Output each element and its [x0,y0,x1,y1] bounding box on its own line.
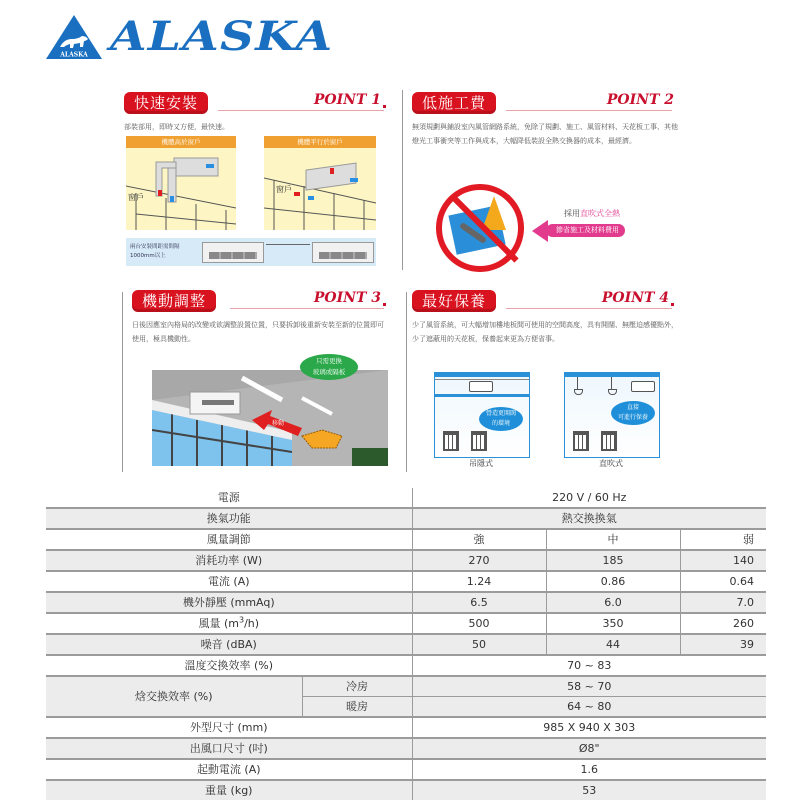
feature-title: 機動調整 [132,290,216,312]
svg-text:窗戶: 窗戶 [276,185,292,194]
spacing-strip [126,238,376,266]
relocation-illustration [152,370,388,466]
feature-title: 快速安裝 [124,92,208,114]
point-number: POINT 3 [314,290,386,306]
brand-logo [46,13,334,60]
spec-table [46,488,766,800]
spec-row-noise: 噪音 (dBA) 50 44 39 [46,634,766,655]
spec-row-static-pressure: 機外靜壓 (mmAq) 6.5 6.0 7.0 [46,592,766,613]
diagram-label: 吊隱式 [469,459,493,468]
feature-title: 低施工費 [412,92,496,114]
spacing-note: 兩台安裝間距需間隔 1000mm以上 [130,244,180,259]
install-illustration-high [126,148,236,230]
direct-blow-callout: 採用直吹式全熱 [564,209,620,218]
feature-description: 少了風管系統，可大幅增加樓地板間可使用的空間高度，具有開闊、無壓迫感優點外，少了遮蔽用的天花板，保養起來更為方便省事。 [412,321,678,343]
title-underline [218,110,384,111]
spec-row-enthalpy-cooling: 焓交換效率 (%) 冷房 58 ~ 70 [46,676,766,697]
diagram-label: 直吹式 [599,459,623,468]
title-underline [506,308,672,309]
sub-header: 機體平行於窗戶 [264,136,376,148]
svg-text:窗戶: 窗戶 [128,193,144,202]
feature-description: 日後因應室內格局的改變或欲調整設置位置，只要拆卸後重新安裝至新的位置即可使用，極具機動性。 [132,321,384,343]
direct-maintenance-bubble: 直接 可進行保養 [611,401,655,425]
feature-quick-install [118,86,398,276]
spacing-dimension [266,244,310,245]
svg-text:ALASKA: ALASKA [60,51,88,59]
feature-title: 最好保養 [412,290,496,312]
panel-divider [402,90,403,270]
point-number: POINT 1 [314,92,386,108]
feature-description: 無須規劃與鋪設室內風管網路系統，免除了規劃、施工、風管材料、天花板工事、其他燈光工事衝突等工作與成本，大幅降低裝設全熱交換器的成本，最經濟。 [412,123,678,145]
no-construction-icon [436,184,524,272]
vent-unit [202,242,264,263]
point-number: POINT 4 [602,290,674,306]
spec-row-weight: 重量 (kg) 53 [46,780,766,800]
feature-panels [118,86,686,474]
spec-row-current: 電流 (A) 1.24 0.86 0.64 [46,571,766,592]
install-illustration-parallel [264,148,376,230]
spec-row-enthalpy-heating: 暖房 64 ~ 80 [46,697,766,718]
spec-row-power: 電源 220 V / 60 Hz [46,488,766,508]
title-underline [506,110,672,111]
feature-low-cost [406,86,686,276]
point-number: POINT 2 [606,92,674,108]
spec-row-starting-current: 起動電流 (A) 1.6 [46,759,766,780]
title-underline [230,308,384,309]
spec-row-airflow: 風量 $(m^3/h)$ 500 350 260 [46,613,766,634]
concealed-type-diagram [434,372,530,458]
vent-unit [312,242,374,263]
sub-header: 機體高於窗戶 [126,136,236,148]
spec-row-fan-speed: 風量調節 強 中 弱 [46,529,766,550]
svg-text:移動: 移動 [272,420,285,427]
polar-bear-triangle-icon [46,15,102,59]
spec-row-outlet-size: 出風口尺寸 (吋) Ø8" [46,738,766,759]
savings-label: 節省施工及材料費用 [546,224,625,237]
replace-glass-bubble: 只需更換 玻璃或隔板 [300,354,358,380]
brand-wordmark: ALASKA [110,13,334,60]
spec-row-dimensions: 外型尺寸 (mm) 985 X 940 X 303 [46,717,766,738]
feature-description: 部裝部用，即時又方便，最快速。 [124,123,229,131]
spec-row-power-consumption: 消耗功率 (W) 270 185 140 [46,550,766,571]
feature-flexible-adjust [118,284,398,474]
spec-row-function: 換氣功能 熱交換換氣 [46,508,766,529]
feature-easy-maintenance [406,284,686,474]
spec-row-temp-efficiency: 溫度交換效率 (%) 70 ~ 83 [46,655,766,676]
open-space-bubble: 營造更開闊 的環境 [479,407,523,431]
direct-blow-diagram [564,372,660,458]
